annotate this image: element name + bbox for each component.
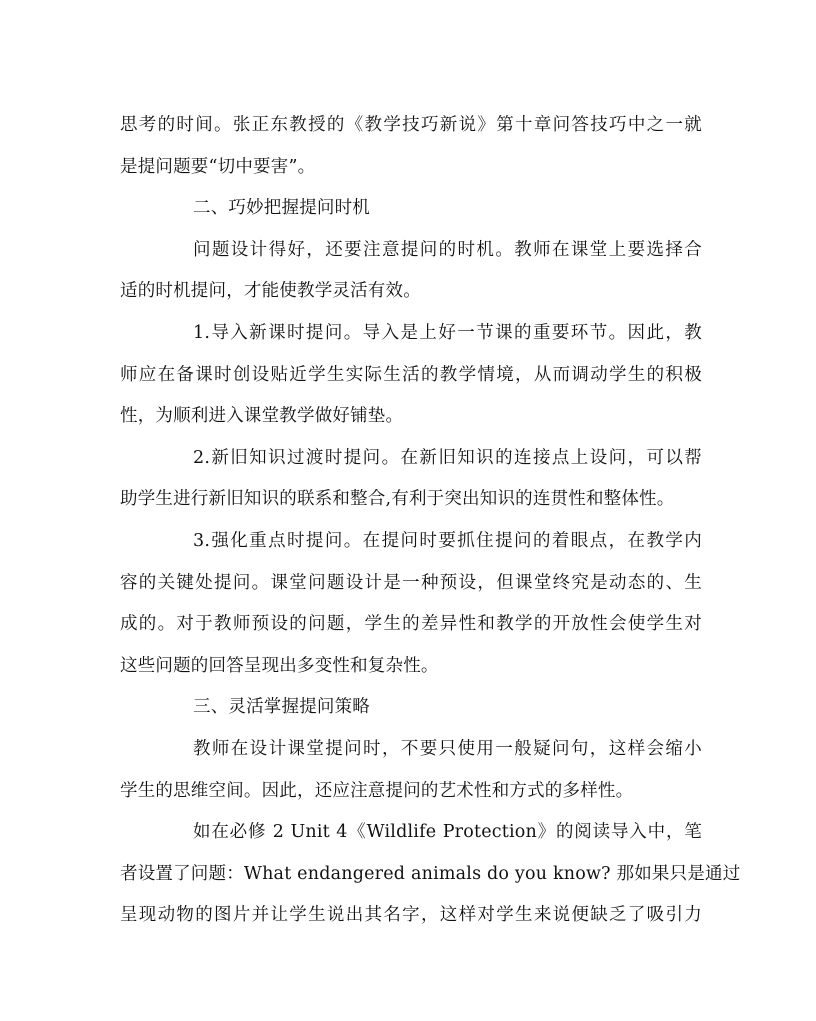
text-line: 适的时机提问，才能使教学灵活有效。 <box>120 281 421 302</box>
text-line: 2.新旧知识过渡时提问。在新旧知识的连接点上设问，可以帮 <box>193 447 702 468</box>
text-line: 思考的时间。张正东教授的《教学技巧新说》第十章问答技巧中之一就 <box>120 115 702 135</box>
text-line: 助学生进行新旧知识的联系和整合,有利于突出知识的连贯性和整体性。 <box>120 489 675 510</box>
text-line: 学生的思维空间。因此，还应注意提问的艺术性和方式的多样性。 <box>120 780 634 801</box>
text-line: 呈现动物的图片并让学生说出其名字，这样对学生来说便缺乏了吸引力 <box>120 905 702 926</box>
text-line: 如在必修 2 Unit 4《Wildlife Protection》的阅读导入中，笔 <box>193 822 702 843</box>
text-line: 问题设计得好，还要注意提问的时机。教师在课堂上要选择合 <box>193 239 702 260</box>
text-line: 容的关键处提问。课堂问题设计是一种预设，但课堂终究是动态的、生 <box>120 572 702 593</box>
text-line: 3.强化重点时提问。在提问时要抓住提问的着眼点，在教学内 <box>193 530 702 551</box>
text-line: 师应在备课时创设贴近学生实际生活的教学情境，从而调动学生的积极 <box>120 364 702 385</box>
text-line: 教师在设计课堂提问时，不要只使用一般疑问句，这样会缩小 <box>193 738 702 759</box>
text-line: 者设置了问题：What endangered animals do you know? 那如果只是通过 <box>120 863 741 884</box>
document-body <box>120 105 741 937</box>
text-line: 这些问题的回答呈现出多变性和复杂性。 <box>120 655 439 676</box>
text-line: 成的。对于教师预设的问题，学生的差异性和教学的开放性会使学生对 <box>120 614 702 635</box>
text-line: 是提问题要“切中要害”。 <box>120 156 316 177</box>
section-heading: 二、巧妙把握提问时机 <box>193 198 370 219</box>
text-line: 1.导入新课时提问。导入是上好一节课的重要环节。因此，教 <box>193 322 702 343</box>
text-line: 性，为顺利进入课堂教学做好铺垫。 <box>120 406 404 427</box>
section-heading: 三、灵活掌握提问策略 <box>193 697 370 718</box>
